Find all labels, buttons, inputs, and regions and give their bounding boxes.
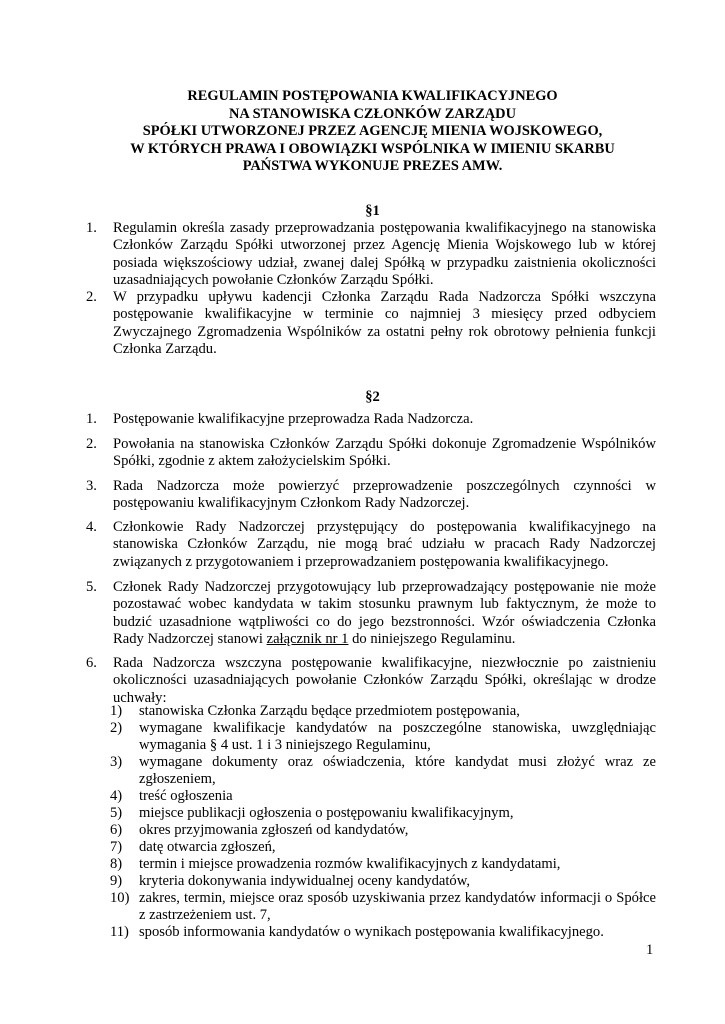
sub-item: [110, 720, 656, 755]
sub-item-text: kryteria dokonywania indywidualnej oceny kandydatów,: [139, 873, 470, 889]
sub-item-number: 6): [110, 822, 123, 838]
item-number: 6.: [86, 655, 97, 671]
sub-item: [110, 805, 656, 822]
sub-item-number: 2): [110, 720, 123, 736]
sub-item-text: datę otwarcia zgłoszeń,: [139, 839, 276, 855]
sub-item-text: wymagane kwalifikacje kandydatów na poszczególne stanowiska, uwzględniając wymagania § 4 ust. 1 i 3 niniejszego Regulaminu,: [139, 720, 656, 754]
sub-item-number: 3): [110, 754, 123, 770]
page-number: 1: [646, 942, 654, 958]
sub-item: [110, 924, 656, 941]
sub-item-number: 1): [110, 703, 123, 719]
title-line: W KTÓRYCH PRAWA I OBOWIĄZKI WSPÓLNIKA W IMIENIU SKARBU: [130, 140, 615, 157]
sub-item: [110, 754, 656, 789]
sub-item: [110, 703, 656, 720]
item-text-part: do niniejszego Regulaminu.: [348, 631, 516, 648]
title-line: NA STANOWISKA CZŁONKÓW ZARZĄDU: [229, 105, 516, 122]
item-text-part: Członek Rady Nadzorczej przygotowujący lub przeprowadzający postępowanie nie może pozostawać wobec kandydata w takim stosunku prawnym lub faktycznym, że może to budzić uzasadnione wątpliwości co do jego bezstronności. Wzór oświadczenia Członka Rady Nadzorczej stanowi: [113, 579, 656, 648]
sub-item-text: wymagane dokumenty oraz oświadczenia, które kandydat musi złożyć wraz ze zgłoszeniem,: [139, 754, 656, 788]
sub-item-number: 9): [110, 873, 123, 889]
sub-item: [110, 856, 656, 873]
sub-item: [110, 890, 656, 925]
sec2-item-5: [86, 579, 656, 649]
document-title: [0, 88, 725, 176]
sec1-item-1: [86, 220, 656, 290]
item-number: 1.: [86, 411, 97, 427]
item-number: 2.: [86, 436, 97, 452]
sec2-item-2: [86, 436, 656, 471]
item-number: 5.: [86, 579, 97, 595]
item-number: 3.: [86, 478, 97, 494]
title-line: REGULAMIN POSTĘPOWANIA KWALIFIKACYJNEGO: [187, 88, 558, 104]
sub-item-text: miejsce publikacji ogłoszenia o postępowaniu kwalifikacyjnym,: [139, 805, 514, 821]
section-1-heading: §1: [365, 203, 380, 219]
item-text: W przypadku upływu kadencji Członka Zarządu Rada Nadzorcza Spółki wszczyna postępowanie kwalifikacyjne w terminie co najmniej 3 miesięcy przed odbyciem Zwyczajnego Zgromadzenia Wspólników za ostatni pełny rok obrotowy pełnienia funkcji Członka Zarządu.: [113, 289, 656, 358]
sub-item-number: 5): [110, 805, 123, 821]
sub-item-text: stanowiska Członka Zarządu będące przedmiotem postępowania,: [139, 703, 520, 719]
sec2-item-1: [86, 411, 656, 428]
section-2-heading: §2: [365, 389, 380, 405]
sub-item-text: sposób informowania kandydatów o wynikach postępowania kwalifikacyjnego.: [139, 924, 604, 940]
sub-item-text: treść ogłoszenia: [139, 788, 233, 804]
sec2-item-4: [86, 519, 656, 571]
sub-item: [110, 839, 656, 856]
sub-item-text: okres przyjmowania zgłoszeń od kandydatów,: [139, 822, 409, 838]
item-text: Regulamin określa zasady przeprowadzania postępowania kwalifikacyjnego na stanowiska Członków Zarządu Spółki utworzonej przez Agencję Mienia Wojskowego lub w której posiada większościowy udział, zwanej dalej Spółką w przypadku zaistnienia okoliczności uzasadniających powołanie Członków Zarządu Spółki.: [113, 220, 656, 289]
item-text: Postępowanie kwalifikacyjne przeprowadza Rada Nadzorcza.: [113, 411, 474, 427]
sub-item: [110, 822, 656, 839]
item-text: Rada Nadzorcza wszczyna postępowanie kwalifikacyjne, niezwłocznie po zaistnieniu okoliczności uzasadniających powołanie Członków Zarządu Spółki, określając w drodze uchwały:: [113, 655, 656, 706]
item-text: Rada Nadzorcza może powierzyć przeprowadzenie poszczególnych czynności w postępowaniu kwalifikacyjnym Członkom Rady Nadzorczej.: [113, 478, 656, 512]
item-text: [113, 579, 656, 649]
sec2-item-6: [86, 655, 656, 707]
sub-item-number: 4): [110, 788, 123, 804]
sec2-item-3: [86, 478, 656, 513]
sub-item-text: zakres, termin, miejsce oraz sposób uzyskiwania przez kandydatów informacji o Spółce z zastrzeżeniem ust. 7,: [139, 890, 656, 924]
sub-item: [110, 788, 656, 805]
item-text: Powołania na stanowiska Członków Zarządu Spółki dokonuje Zgromadzenie Wspólników Spółki, zgodnie z aktem założycielskim Spółki.: [113, 436, 656, 470]
item-number: 4.: [86, 519, 97, 535]
sub-item-number: 8): [110, 856, 123, 872]
annex-link[interactable]: załącznik nr 1: [266, 631, 349, 648]
sub-item-number: 11): [110, 924, 129, 940]
sub-item-text: termin i miejsce prowadzenia rozmów kwalifikacyjnych z kandydatami,: [139, 856, 561, 872]
item-text: Członkowie Rady Nadzorczej przystępujący do postępowania kwalifikacyjnego na stanowiska Członków Zarządu, nie mogą brać udziału w pracach Rady Nadzorczej związanych z przygotowaniem i przeprowadzaniem postępowania kwalifikacyjnego.: [113, 519, 656, 570]
item-number: 1.: [86, 220, 97, 236]
sub-item-number: 10): [110, 890, 130, 906]
title-line: PAŃSTWA WYKONUJE PREZES AMW.: [242, 158, 503, 175]
item-number: 2.: [86, 289, 97, 305]
sub-item-number: 7): [110, 839, 123, 855]
sub-item: [110, 873, 656, 890]
sec1-item-2: [86, 289, 656, 359]
title-line: SPÓŁKI UTWORZONEJ PRZEZ AGENCJĘ MIENIA WOJSKOWEGO,: [142, 123, 603, 140]
